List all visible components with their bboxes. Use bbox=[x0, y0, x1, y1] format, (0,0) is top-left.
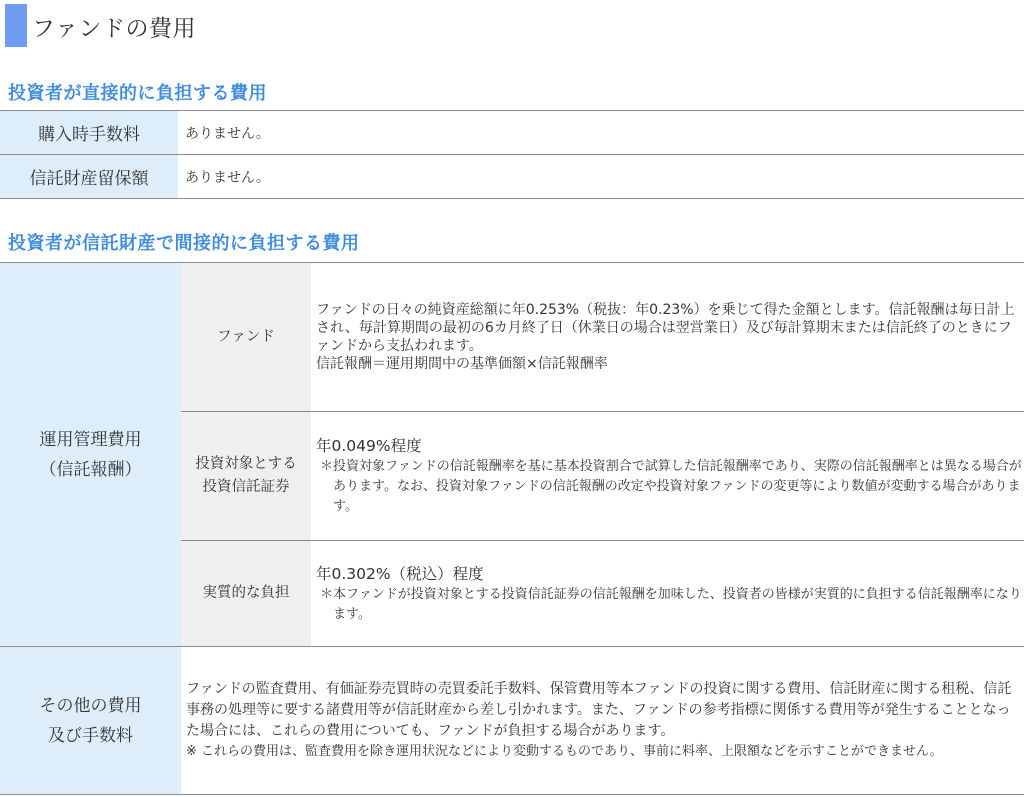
header-accent-bar bbox=[5, 4, 27, 47]
fund-label: ファンド bbox=[181, 263, 311, 412]
direct-costs-table bbox=[0, 110, 1024, 199]
target-securities-label bbox=[181, 412, 311, 541]
target-note: ＊投資対象ファンドの信託報酬率を基に基本投資割合で試算した信託報酬率であり、実際の信託報酬率とは異なる場合があります。なお、投資対象ファンドの信託報酬の改定や投資対象ファンドの変更等により数値が変動する場合があります。 bbox=[320, 459, 1022, 514]
other-fees-note: ※ これらの費用は、監査費用を除き運用状況などにより変動するものであり、事前に料率、上限額などを示すことができません。 bbox=[186, 744, 943, 759]
direct-costs-heading: 投資者が直接的に負担する費用 bbox=[8, 83, 267, 104]
trust-reserve-label: 信託財産留保額 bbox=[0, 155, 178, 199]
target-rate: 年0.049%程度 bbox=[316, 437, 422, 455]
indirect-costs-heading: 投資者が信託財産で間接的に負担する費用 bbox=[8, 233, 360, 254]
purchase-fee-label: 購入時手数料 bbox=[0, 111, 178, 155]
fund-value bbox=[311, 263, 1024, 412]
table-row bbox=[0, 647, 1024, 795]
purchase-fee-value: ありません。 bbox=[178, 111, 1024, 155]
target-securities-label-line1: 投資対象とする bbox=[195, 456, 297, 472]
fund-description: ファンドの日々の純資産総額に年0.253%（税抜：年0.23%）を乗じて得た金額とします。信託報酬は毎日計上され、毎計算期間の最初の6カ月終了日（休業日の場合は翌営業日）及び毎計算期末または信託終了のときにファンドから支払われます。 bbox=[316, 302, 1015, 354]
fund-formula: 信託報酬＝運用期間中の基準価額×信託報酬率 bbox=[316, 356, 608, 372]
other-fees-description: ファンドの監査費用、有価証券売買時の売買委託手数料、保管費用等本ファンドの投資に関する費用、信託財産に関する租税、信託事務の処理等に要する諸費用等が信託財産から差し引かれます。また、ファンドの参考指標に関係する費用等が発生することとなった場合には、これらの費用についても、ファンドが負担する場合があります。 bbox=[186, 681, 1012, 739]
management-fee-label-line1: 運用管理費用 bbox=[39, 429, 142, 450]
table-row bbox=[0, 263, 1024, 412]
indirect-costs-table bbox=[0, 262, 1024, 795]
other-fees-value bbox=[181, 647, 1024, 795]
management-fee-label bbox=[0, 263, 181, 647]
other-fees-label bbox=[0, 647, 181, 795]
effective-burden-label: 実質的な負担 bbox=[181, 541, 311, 647]
management-fee-label-line2: （信託報酬） bbox=[39, 459, 142, 480]
effective-rate: 年0.302%（税込）程度 bbox=[316, 564, 484, 583]
effective-burden-value bbox=[311, 541, 1024, 647]
page-header bbox=[0, 0, 1024, 50]
other-fees-label-line1: その他の費用 bbox=[39, 695, 142, 716]
effective-note: ＊本ファンドが投資対象とする投資信託証券の信託報酬を加味した、投資者の皆様が実質的に負担する信託報酬率になります。 bbox=[320, 586, 1022, 622]
target-securities-value bbox=[311, 412, 1024, 541]
page-title: ファンドの費用 bbox=[32, 16, 197, 42]
target-securities-label-line2: 投資信託証券 bbox=[202, 479, 290, 495]
table-row bbox=[0, 155, 1024, 199]
table-row bbox=[0, 111, 1024, 155]
other-fees-label-line2: 及び手数料 bbox=[48, 725, 133, 746]
trust-reserve-value: ありません。 bbox=[178, 155, 1024, 199]
